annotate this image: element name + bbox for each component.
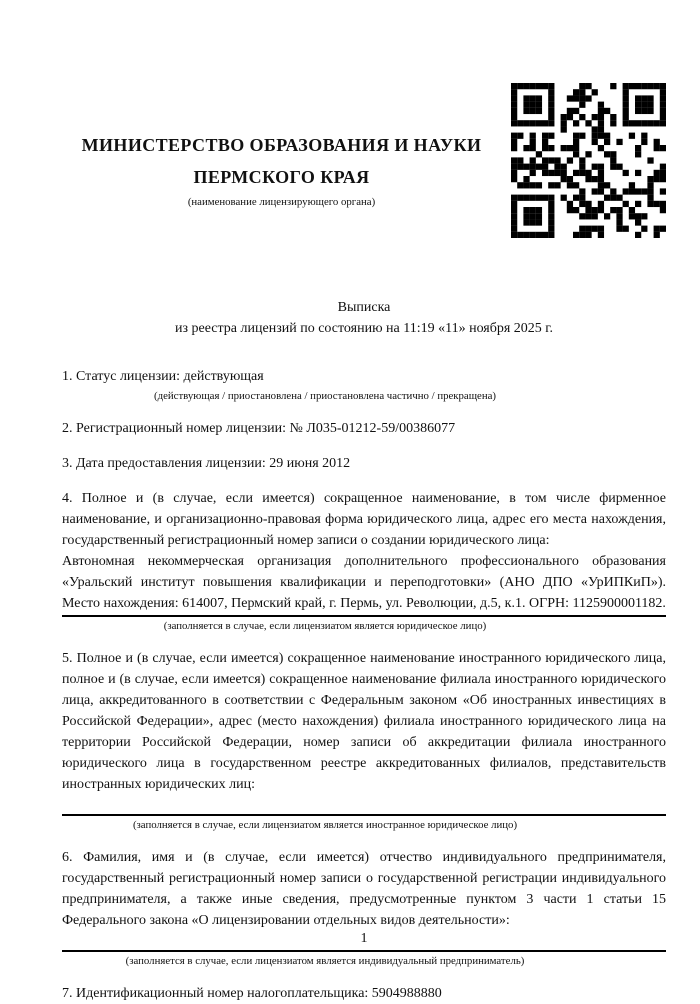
item-license-status [62,366,666,404]
individual-entrepreneur-caption: (заполняется в случае, если лицензиатом является индивидуальный предприниматель) [125,955,525,967]
ministry-name-caption: (наименование лицензирующего органа) [187,196,376,208]
qr-code [511,83,666,238]
individual-entrepreneur-label: 6. Фамилия, имя и (в случае, если имеется) отчество индивидуального предпринимателя, государственный регистрационный номер записи о государственной регистрации индивидуального предпринимателя, а также иные сведения, предусмотренные пунктом 3 части 1 статьи 15 Федерального закона «О лицензировании отдельных видов деятельности»: [62,850,666,928]
page-number: 1 [360,931,368,946]
item-individual-entrepreneur [62,847,666,969]
document-title [62,297,666,339]
taxpayer-number-text: 7. Идентификационный номер налогоплательщика: 5904988880 [62,986,442,1001]
item-taxpayer-number [62,983,666,1004]
item-registration-number [62,418,666,439]
document-title-line2: из реестра лицензий по состоянию на 11:19 «11» ноября 2025 г. [175,321,553,336]
legal-entity-caption: (заполняется в случае, если лицензиатом является юридическое лицо) [163,620,487,632]
licensing-authority-block [62,83,501,210]
item-legal-entity [62,488,666,634]
item-grant-date [62,453,666,474]
ministry-name-line1: МИНИСТЕРСТВО ОБРАЗОВАНИЯ И НАУКИ [81,135,482,155]
foreign-entity-caption: (заполняется в случае, если лицензиатом является иностранное юридическое лицо) [132,819,518,831]
legal-entity-value: Автономная некоммерческая организация дополнительного профессионального образования «Уральский институт повышения квалификации и переподготовки» (АНО ДПО «УрИПКиП»). Место нахождения: 614007, Пермский край, г. Пермь, ул. Революции, д.5, к.1. ОГРН: 1125900001182. [62,551,666,617]
ministry-name-line2: ПЕРМСКОГО КРАЯ [193,167,370,187]
document-header [62,0,666,238]
item-foreign-entity [62,648,666,833]
ministry-name [62,129,501,193]
document-title-line1: Выписка [337,300,391,315]
license-status-text: 1. Статус лицензии: действующая [62,369,264,384]
license-status-caption: (действующая / приостановлена / приостановлена частично / прекращена) [154,390,496,402]
foreign-entity-label: 5. Полное и (в случае, если имеется) сокращенное наименование иностранного юридического лица, полное и (в случае, если имеется) сокращенное наименование филиала иностранного юридического лица, аккредитованного в соответствии с Федеральным законом «Об иностранных инвестициях в Российской Федерации», адрес (место нахождения) филиала иностранного юридического лица на территории Российской Федерации, номер записи об аккредитации филиала иностранного юридического лица в государственном реестре аккредитованных филиалов, представительств иностранных юридических лиц: [62,651,666,792]
legal-entity-label: 4. Полное и (в случае, если имеется) сокращенное наименование, в том числе фирменное наименование, и организационно-правовая форма юридического лица, адрес его места нахождения, государственный регистрационный номер записи о создании юридического лица: [62,491,666,548]
registration-number-text: 2. Регистрационный номер лицензии: № Л035-01212-59/00386077 [62,421,456,436]
grant-date-text: 3. Дата предоставления лицензии: 29 июня 2012 [62,456,351,471]
foreign-entity-value [62,795,666,816]
